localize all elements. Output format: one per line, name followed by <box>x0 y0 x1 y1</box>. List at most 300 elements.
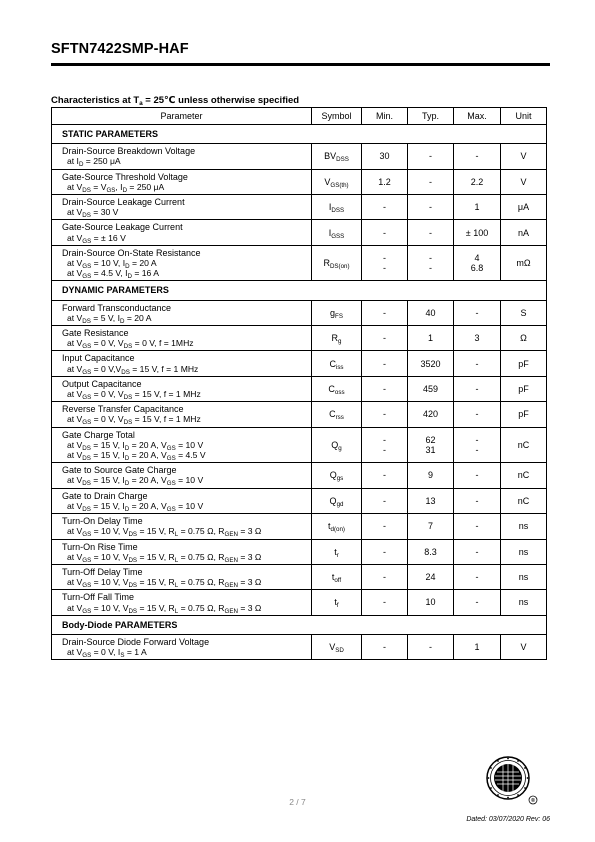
text-fragment: at V <box>67 389 83 400</box>
symbol-cell <box>312 326 362 351</box>
subscript-text: DS <box>128 607 138 615</box>
text-fragment: = 0 V, I <box>91 647 121 658</box>
table-header-row <box>52 108 547 125</box>
subscript-text: D <box>124 505 130 513</box>
table-row <box>52 514 547 539</box>
min-value: - <box>383 202 386 213</box>
subscript-text: D <box>124 480 130 488</box>
typ-value: - <box>429 227 432 238</box>
table-row <box>52 300 547 325</box>
test-condition <box>62 526 311 539</box>
max-cell <box>454 634 501 659</box>
min-value: - <box>383 572 386 582</box>
symbol-cell <box>312 590 362 615</box>
typ-value: 7 <box>427 521 433 532</box>
max-value: - <box>475 444 479 455</box>
subscript-text: D <box>119 317 125 325</box>
max-value: 6.8 <box>470 263 484 274</box>
max-cell <box>454 245 501 281</box>
parameter-cell <box>52 427 312 463</box>
test-condition <box>62 552 311 562</box>
max-value: - <box>475 495 479 506</box>
text-fragment: Q <box>329 470 337 481</box>
table-row <box>52 245 547 281</box>
parameter-cell <box>52 351 312 376</box>
subscript-text: GS <box>82 263 92 271</box>
min-cell <box>362 169 408 194</box>
typ-cell <box>408 564 454 589</box>
max-value: - <box>475 597 479 608</box>
min-value: - <box>383 307 386 318</box>
subscript-text: L <box>174 531 179 539</box>
test-condition <box>62 313 311 323</box>
subscript-text: GS <box>82 273 92 281</box>
min-cell <box>362 144 408 169</box>
text-fragment: = 15 V, f = 1 MHz <box>129 363 199 374</box>
text-fragment: at V <box>67 439 83 450</box>
max-cell <box>454 427 501 463</box>
subscript-text: GS <box>82 582 92 590</box>
max-value: 1 <box>474 202 480 213</box>
text-fragment: = 15 V, I <box>90 439 125 450</box>
subscript-text: GS <box>166 505 176 513</box>
parameter-cell <box>52 463 312 488</box>
subscript-text: GS <box>82 556 92 564</box>
typ-value: 8.3 <box>424 546 437 557</box>
text-fragment: = 250 μA <box>127 181 165 192</box>
symbol-cell <box>312 402 362 427</box>
max-value: 3 <box>474 333 480 344</box>
typ-value: 13 <box>425 495 436 506</box>
parameter-cell <box>52 220 312 245</box>
subscript-text: gd <box>336 500 344 508</box>
text-fragment: I <box>328 202 332 213</box>
text-fragment: at V <box>67 526 83 537</box>
parameter-cell <box>52 634 312 659</box>
document-title: SFTN7422SMP-HAF <box>51 41 189 57</box>
subscript-text: DS <box>82 317 91 325</box>
max-value: - <box>475 358 479 369</box>
max-cell <box>454 326 501 351</box>
table-row <box>52 590 547 615</box>
max-cell <box>454 590 501 615</box>
typ-cell <box>408 195 454 220</box>
symbol-cell <box>312 564 362 589</box>
symbol-cell <box>312 514 362 539</box>
subscript-text: GSS <box>331 232 345 240</box>
test-condition <box>62 156 311 169</box>
section-row <box>52 281 547 300</box>
parameter-cell <box>52 169 312 194</box>
max-value: 4 <box>474 252 480 263</box>
unit-cell: ns <box>501 564 547 589</box>
table-row <box>52 351 547 376</box>
min-cell <box>362 300 408 325</box>
typ-cell <box>408 634 454 659</box>
text-fragment: = 20 A, V <box>129 439 167 450</box>
text-fragment: = 15 V, I <box>90 500 125 511</box>
subscript-text: L <box>174 607 179 615</box>
text-fragment: = 20 A, V <box>129 500 167 511</box>
min-cell <box>362 245 408 281</box>
table-row <box>52 144 547 169</box>
max-value: - <box>475 383 479 394</box>
subscript-text: DS <box>128 531 138 539</box>
text-fragment: at V <box>67 207 83 218</box>
min-value: - <box>383 358 386 369</box>
typ-value: 9 <box>427 470 433 481</box>
symbol-cell <box>312 220 362 245</box>
test-condition <box>62 364 311 374</box>
text-fragment: Q <box>331 439 339 450</box>
parameter-name: Reverse Transfer Capacitance <box>62 404 184 415</box>
parameter-cell <box>52 402 312 427</box>
unit-cell: V <box>501 144 547 169</box>
typ-value: 10 <box>425 597 436 608</box>
typ-value: - <box>429 252 432 263</box>
test-condition <box>62 207 311 220</box>
subscript-text: GS <box>166 444 176 452</box>
text-fragment: V <box>324 176 331 187</box>
text-fragment: = 15 V, R <box>137 551 175 562</box>
text-fragment: at V <box>67 232 83 243</box>
typ-cell <box>408 169 454 194</box>
max-cell <box>454 514 501 539</box>
section-row <box>52 615 547 634</box>
subscript-text: D <box>124 444 130 452</box>
subscript-text: DS <box>82 505 91 513</box>
text-fragment: at V <box>67 312 83 323</box>
typ-value: - <box>429 642 432 653</box>
test-condition <box>62 182 311 192</box>
min-cell <box>362 351 408 376</box>
min-value: - <box>383 227 386 238</box>
max-value: - <box>475 409 479 420</box>
text-fragment: t <box>334 546 337 557</box>
subscript-text: DS <box>121 368 130 376</box>
parameter-name: Turn-On Delay Time <box>62 516 143 527</box>
parameter-name: Gate-Source Leakage Current <box>62 222 183 233</box>
subscript-text: DS <box>128 556 138 564</box>
typ-cell <box>408 300 454 325</box>
min-cell <box>362 539 408 564</box>
text-fragment: at V <box>67 551 83 562</box>
subscript-text: DS <box>123 419 133 427</box>
subscript-text: GS <box>106 186 116 194</box>
subscript-text: GS(th) <box>330 181 349 189</box>
text-fragment: at V <box>67 475 83 486</box>
subscript-text: D <box>78 161 84 169</box>
min-value: - <box>383 333 386 344</box>
max-value: - <box>475 521 479 532</box>
table-row <box>52 169 547 194</box>
subscript-text: SD <box>335 647 344 655</box>
text-fragment: = 3 Ω <box>237 577 262 588</box>
parameter-cell <box>52 590 312 615</box>
parameter-cell <box>52 564 312 589</box>
unit-cell: mΩ <box>501 245 547 281</box>
min-value: - <box>383 383 386 394</box>
min-cell <box>362 488 408 513</box>
min-value: 30 <box>379 151 390 162</box>
test-condition <box>62 233 311 243</box>
min-cell <box>362 427 408 463</box>
text-fragment: t <box>334 597 337 608</box>
max-cell <box>454 144 501 169</box>
text-fragment: = 10 V <box>175 475 204 486</box>
text-fragment: Q <box>329 495 337 506</box>
max-value: - <box>475 151 479 162</box>
max-cell <box>454 376 501 401</box>
text-fragment: = 20 A <box>124 312 152 323</box>
symbol-cell <box>312 427 362 463</box>
max-value: - <box>475 470 479 481</box>
section-title: Body-Diode PARAMETERS <box>52 615 547 634</box>
symbol-cell <box>312 351 362 376</box>
column-header-min: Min. <box>362 108 408 125</box>
subscript-text: DS <box>128 582 138 590</box>
parameter-cell <box>52 144 312 169</box>
text-fragment: at V <box>67 602 83 613</box>
unit-cell: V <box>501 169 547 194</box>
text-fragment: = 15 V, I <box>90 475 125 486</box>
subscript-text: GS <box>82 652 92 660</box>
text-fragment: BV <box>324 151 337 162</box>
min-value: - <box>383 546 386 557</box>
subscript-text: L <box>174 556 179 564</box>
min-cell <box>362 564 408 589</box>
subscript-text: GS <box>82 343 92 351</box>
subscript-text: iss <box>335 363 344 371</box>
text-fragment: = 10 V, V <box>91 577 129 588</box>
text-fragment: = 30 V <box>90 207 119 218</box>
typ-value: 3520 <box>420 358 441 369</box>
test-condition <box>62 475 311 488</box>
max-cell <box>454 195 501 220</box>
subscript-text: S <box>120 652 125 660</box>
text-fragment: = 10 V, I <box>91 258 126 269</box>
text-fragment: R <box>323 258 330 269</box>
max-value: - <box>475 546 479 557</box>
table-row <box>52 634 547 659</box>
test-condition <box>62 268 311 281</box>
unit-cell: ns <box>501 514 547 539</box>
max-cell <box>454 220 501 245</box>
unit-cell: ns <box>501 539 547 564</box>
subscript-text: GS <box>82 607 92 615</box>
parameter-cell <box>52 245 312 281</box>
text-fragment: = 3 Ω <box>237 551 262 562</box>
text-fragment: = 1 A <box>124 647 147 658</box>
text-fragment: V <box>329 642 336 653</box>
symbol-cell <box>312 245 362 281</box>
text-fragment: = 10 V, V <box>91 526 129 537</box>
typ-cell <box>408 326 454 351</box>
min-value: - <box>383 252 386 263</box>
max-value: - <box>475 307 479 318</box>
typ-value: 420 <box>422 409 439 420</box>
min-value: - <box>383 597 386 608</box>
subscript-text: DS <box>82 444 91 452</box>
subscript-text: DS <box>82 480 91 488</box>
symbol-cell <box>312 195 362 220</box>
typ-cell <box>408 376 454 401</box>
parameter-cell <box>52 488 312 513</box>
max-value: ± 100 <box>465 227 489 238</box>
text-fragment: at V <box>67 268 83 279</box>
table-body <box>52 125 547 660</box>
text-fragment: at V <box>67 363 83 374</box>
min-value: - <box>383 642 386 653</box>
subscript-text: g <box>338 444 342 452</box>
subscript-text: D <box>125 263 130 271</box>
registered-mark: ® <box>530 798 536 805</box>
subscript-text: DSS <box>336 156 349 164</box>
text-fragment: at V <box>67 577 83 588</box>
min-value: - <box>383 434 386 445</box>
typ-cell <box>408 144 454 169</box>
symbol-cell <box>312 144 362 169</box>
parameter-name: Output Capacitance <box>62 378 142 389</box>
subscript-text: DS <box>123 394 133 402</box>
min-value: - <box>383 263 386 274</box>
unit-cell: V <box>501 634 547 659</box>
unit-cell: S <box>501 300 547 325</box>
test-condition <box>62 440 311 450</box>
table-row <box>52 376 547 401</box>
parameter-cell <box>52 539 312 564</box>
subscript-text: DS <box>123 343 133 351</box>
min-value: - <box>383 409 386 420</box>
text-fragment: t <box>328 521 331 532</box>
text-fragment: at V <box>67 181 83 192</box>
column-header-parameter: Parameter <box>52 108 312 125</box>
text-fragment: = 10 V, V <box>91 551 129 562</box>
parameter-name: Gate to Source Gate Charge <box>62 465 177 476</box>
text-fragment: at V <box>67 500 83 511</box>
column-header-typ: Typ. <box>408 108 454 125</box>
max-cell <box>454 488 501 513</box>
max-value: 1 <box>474 642 480 653</box>
max-value: - <box>475 572 479 582</box>
subscript-text: L <box>174 582 179 590</box>
text-fragment: C <box>329 358 336 369</box>
subscript-text: DS <box>82 186 91 194</box>
column-header-symbol: Symbol <box>312 108 362 125</box>
parameter-name: Drain-Source On-State Resistance <box>62 247 201 258</box>
text-fragment: = 0 V, V <box>91 338 124 349</box>
min-cell <box>362 590 408 615</box>
text-fragment: = 15 V, R <box>137 602 175 613</box>
typ-value: 62 <box>425 434 436 445</box>
typ-cell <box>408 590 454 615</box>
text-fragment: = 0.75 Ω, R <box>178 551 225 562</box>
max-value: - <box>475 434 479 445</box>
typ-cell <box>408 427 454 463</box>
subscript-text: oss <box>334 388 345 396</box>
typ-cell <box>408 351 454 376</box>
test-condition <box>62 258 311 271</box>
text-fragment: = 3 Ω <box>237 526 262 537</box>
symbol-cell <box>312 488 362 513</box>
page-number: 2 / 7 <box>289 797 306 807</box>
parameter-name: Drain-Source Leakage Current <box>62 197 185 208</box>
min-cell <box>362 402 408 427</box>
subscript-text: DS <box>82 212 91 220</box>
text-fragment: g <box>330 307 336 318</box>
min-value: 1.2 <box>378 176 391 187</box>
text-fragment: I <box>328 227 332 238</box>
section-title: DYNAMIC PARAMETERS <box>52 281 547 300</box>
text-fragment: = 4.5 V, I <box>91 268 128 279</box>
parameter-name: Turn-Off Delay Time <box>62 566 143 577</box>
subscript-text: D <box>127 273 132 281</box>
parameter-name: Gate Charge Total <box>62 429 135 440</box>
symbol-cell <box>312 634 362 659</box>
text-fragment: = 0 V, V <box>91 389 124 400</box>
max-cell <box>454 463 501 488</box>
parameter-cell <box>52 300 312 325</box>
test-condition <box>62 501 311 511</box>
text-fragment: R <box>331 333 339 344</box>
characteristics-table <box>51 107 547 660</box>
revision-date: Dated: 03/07/2020 Rev: 06 <box>466 816 550 823</box>
table-row <box>52 326 547 351</box>
title-rule <box>51 63 550 66</box>
text-fragment: at I <box>67 156 79 167</box>
subscript-text: gs <box>336 475 344 483</box>
text-fragment: = V <box>90 181 107 192</box>
text-fragment: = 10 V <box>175 500 204 511</box>
typ-cell <box>408 514 454 539</box>
min-cell <box>362 463 408 488</box>
subscript-text: DS(on) <box>329 263 350 271</box>
table-caption: Characteristics at $T_a$ = 25℃ unless otherwise specified <box>51 95 300 107</box>
unit-cell: nC <box>501 463 547 488</box>
text-fragment: = 4.5 V <box>175 450 206 461</box>
subscript-text: GEN <box>224 531 238 539</box>
subscript-text: GEN <box>224 556 238 564</box>
subscript-text: FS <box>335 312 343 320</box>
symbol-cell <box>312 300 362 325</box>
subscript-text: GS <box>82 368 92 376</box>
text-fragment: C <box>329 409 336 420</box>
parameter-name: Drain-Source Diode Forward Voltage <box>62 636 210 647</box>
text-fragment: = 20 A <box>129 258 157 269</box>
max-cell <box>454 564 501 589</box>
parameter-name: Gate-Source Threshold Voltage <box>62 171 188 182</box>
subscript-text: f <box>336 602 339 610</box>
subscript-text: D <box>124 455 130 463</box>
subscript-text: g <box>338 338 342 346</box>
subscript-text: off <box>334 577 342 584</box>
subscript-text: d(on) <box>330 526 345 534</box>
subscript-text: DS <box>82 455 91 463</box>
typ-value: 1 <box>427 333 433 344</box>
test-condition <box>62 389 311 402</box>
text-fragment: C <box>328 383 335 394</box>
text-fragment: = 0.75 Ω, R <box>178 526 225 537</box>
parameter-cell <box>52 514 312 539</box>
text-fragment: = ± 16 V <box>91 232 126 243</box>
section-title: STATIC PARAMETERS <box>52 125 547 144</box>
text-fragment: = 15 V, I <box>90 450 125 461</box>
text-fragment: = 15 V, f = 1 MHz <box>132 389 201 400</box>
subscript-text: GS <box>166 455 176 463</box>
typ-cell <box>408 539 454 564</box>
subscript-text: DSS <box>331 207 345 215</box>
typ-cell <box>408 488 454 513</box>
